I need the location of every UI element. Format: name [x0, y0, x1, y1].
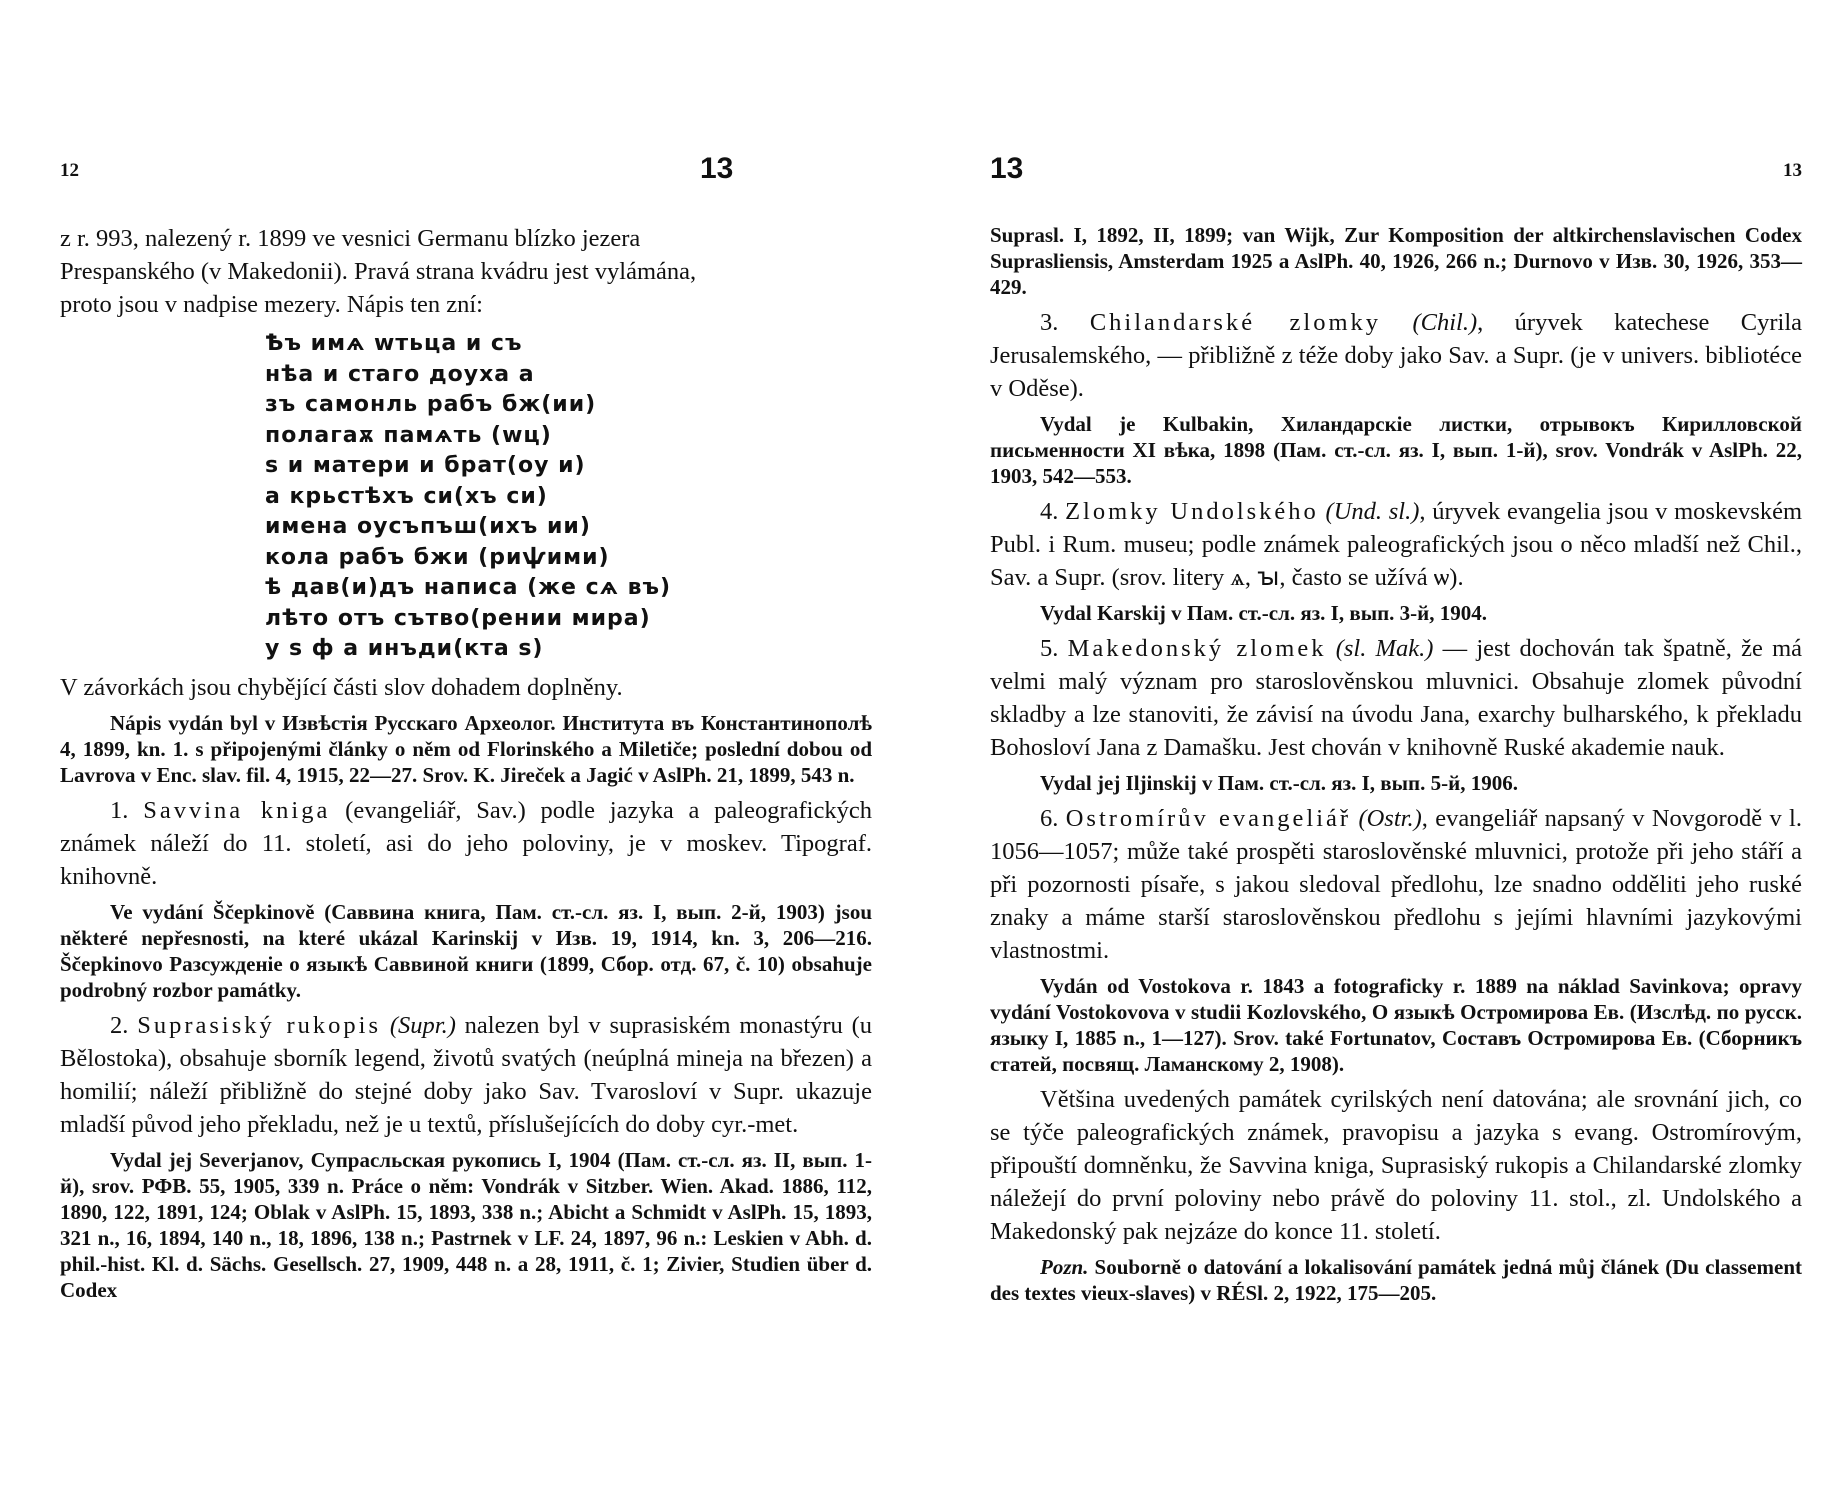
- footnote-makedonsky: Vydal jej Iljinskij v Пам. ст.-сл. яз. I, вып. 5-й, 1906.: [1040, 771, 1518, 795]
- item-text: — jest dochován tak špatně, že má velmi malý význam pro staroslověnskou mluvnici. Obsahuje zlomek původní skladby a lze stanoviti, že závisí na úvodu Jana, exarchy bulharského, k překladu Bohosloví Jana z Damašku. Jest chován v knihovně Ruské akademie nauk.: [990, 635, 1802, 761]
- footnote-suprasl: Vydal jej Severjanov, Супрасльская рукопись I, 1904 (Пам. ст.-сл. яз. II, вып. 1-й), srov. РФВ. 55, 1905, 339 n. Práce o něm: Vondrák v Sitzber. Wien. Akad. 1886, 112, 1890, 122, 1891, 124; Oblak v AslPh. 15, 1893, 338 n.; Abicht a Schmidt v AslPh. 15, 1893, 321 n., 16, 1894, 140 n., 18, 1896, 138 n.; Pastrnek v LF. 24, 1897, 96 n.: Leskien v Abh. d. phil.-hist. Kl. d. Sächs. Gesellsch. 27, 1909, 448 n. a 28, 1911, č. 1; Zivier, Studien über d. Codex: [60, 1147, 872, 1302]
- item-ostromir: [990, 802, 1802, 967]
- item-number: 4.: [1040, 498, 1059, 525]
- page-number-left-small: 12: [60, 160, 79, 181]
- inscription-line: зъ самонль рабъ бж(ии): [265, 392, 597, 417]
- inscription-line: а крьстѣхъ си(хъ си): [265, 483, 548, 509]
- inscription-line: лѣто отъ сътво(рении мира): [265, 605, 651, 631]
- summary-paragraph: Většina uvedených památek cyrilských není datována; ale srovnání jich, co se týče paleografických známek, pravopisu a jazyka s evang. Ostromírovým, připouští domněnku, že Savvina kniga, Suprasiský rukopis a Chilandarské zlomky náležejí do první poloviny nebo právě do poloviny 11. stol., zl. Undolského a Makedonský pak nejzáze do konce 11. století.: [990, 1086, 1802, 1245]
- item-number: 5.: [1040, 635, 1059, 662]
- item-suprasl: [60, 1009, 872, 1141]
- item-number: 2.: [110, 1011, 129, 1039]
- right-page: [990, 0, 1802, 1500]
- footnote-suprasl-continued: Suprasl. I, 1892, II, 1899; van Wijk, Zur Komposition der altkirchenslavischen Codex Suprasliensis, Amsterdam 1925 a AslPh. 40, 1926, 266 n.; Durnovo v Изв. 30, 1926, 353—429.: [990, 223, 1802, 299]
- item-abbreviation: (Chil.): [1412, 309, 1478, 336]
- footnote-inscription: Nápis vydán byl v Извѣстія Русскаго Археолог. Института въ Константинополѣ 4, 1899, kn. 1. s připojenými články o něm od Florinského a Miletiče; poslední dobou od Lavrova v Enc. slav. fil. 4, 1915, 22—27. Srov. K. Jireček a Jagić v AslPh. 21, 1899, 543 n.: [60, 710, 872, 787]
- inscription-line: полагаѫ памѧть (wц): [265, 422, 552, 448]
- final-note-label: Pozn.: [1040, 1255, 1089, 1279]
- item-name: Chilandarské zlomky: [1089, 309, 1382, 336]
- glagolitic-inscription: [265, 329, 872, 665]
- inscription-explanation: V závorkách jsou chybějící části slov dohadem doplněny.: [60, 673, 623, 701]
- inscription-line: имена оусъпъш(ихъ ии): [265, 514, 591, 539]
- footnote-chilandar: Vydal je Kulbakin, Хиландарскіе листки, отрывокъ Кирилловской письменности XI вѣка, 1898 (Пам. ст.-сл. яз. I, вып. 1-й), srov. Vondrák v AslPh. 22, 1903, 542—553.: [990, 412, 1802, 488]
- inscription-line: нѣа и стаго доуха а: [265, 361, 535, 387]
- inscription-line: у ѕ ф а инъди(кта ѕ): [265, 636, 544, 661]
- item-name: Savvina kniga: [143, 796, 331, 824]
- item-number: 3.: [1040, 309, 1059, 336]
- inscription-line: ѕ и матери и брат(оу и): [265, 453, 586, 478]
- footnote-savvina: Ve vydání Ščepkinově (Саввина книга, Пам. ст.-сл. яз. I, вып. 2-й, 1903) jsou některé nepřesnosti, na které ukázal Karinskij v Изв. 19, 1914, kn. 3, 206—216. Ščepkinovo Разсужденіе о языкѣ Саввиной книги (1899, Сбор. отд. 67, č. 10) obsahuje podrobný rozbor památky.: [60, 899, 872, 1002]
- inscription-line: ѣ дав(и)дъ написа (же сѧ въ): [265, 575, 672, 600]
- item-abbreviation: (Supr.): [389, 1011, 456, 1039]
- final-note-text: Souborně o datování a lokalisování památek jedná můj článek (Du classement des textes vieux-slaves) v RÉSl. 2, 1922, 175—205.: [990, 1255, 1802, 1305]
- final-note: [990, 1254, 1802, 1306]
- item-chilandar: [990, 306, 1802, 405]
- item-savvina: [60, 794, 872, 893]
- item-text: nalezen byl v suprasiském monastýru (u Bělostoka), obsahuje sborník legend, životů svatých (neúplná mineja na březen) a homilií; náleží přibližně do stejné doby jako Sav. Tvarosloví v Supr. ukazuje mladší původ jeho překladu, než je u textů, příslušejících do doby cyr.-met.: [60, 1011, 873, 1138]
- item-text: , úryvek katechese Cyrila Jerusalemského, — přibližně z téže doby jako Sav. a Supr. (je v univers. bibliotéce v Oděse).: [990, 309, 1803, 402]
- left-column-text: [60, 222, 872, 1303]
- item-number: 1.: [110, 796, 129, 824]
- page-number-right-large: 13: [990, 152, 1024, 185]
- intro-line: Prespanského (v Makedonii). Pravá strana kvádru jest vylámána,: [60, 258, 697, 285]
- item-name: Zlomky Undolského: [1065, 498, 1319, 525]
- page-number-left-large: 13: [700, 152, 734, 185]
- item-abbreviation: (sl. Mak.): [1335, 635, 1434, 662]
- item-abbreviation: (Ostr.): [1358, 805, 1422, 832]
- item-text: , evangeliář napsaný v Novgorodě v l. 1056—1057; může také prospěti staroslověnské mluvnici, protože při jeho stáří a při pozornosti písaře, s jakou sledoval předlohu, lze snadno odděliti jeho ruské znaky a máme starší staroslověnskou předlohu s jejími hlavními jazykovými vlastnostmi.: [990, 805, 1802, 964]
- item-name: Makedonský zlomek: [1067, 635, 1327, 662]
- inscription-line: кола рабъ бжи (риѱими): [265, 544, 610, 570]
- right-column-text: [990, 222, 1802, 1306]
- page-number-right-small: 13: [1783, 160, 1802, 181]
- item-text: (evangeliář, Sav.) podle jazyka a paleografických známek náleží do 11. století, asi do jeho poloviny, je v moskev. Tipograf. knihovně.: [60, 796, 872, 890]
- intro-line: proto jsou v nadpise mezery. Nápis ten zní:: [60, 291, 483, 318]
- footnote-ostromir: Vydán od Vostokova r. 1843 a fotograficky r. 1889 na náklad Savinkova; opravy vydání Vostokovova v studii Kozlovského, O языкѣ Остромирова Ев. (Изслѣд. по русск. языку I, 1885 n., 1—127). Srov. také Fortunatov, Составъ Остромирова Ев. (Сборникъ статей, посвящ. Ламанскому 2, 1908).: [990, 974, 1802, 1076]
- inscription-line: Ѣъ имѧ wтьца и съ: [265, 331, 523, 356]
- item-name: Suprasiský rukopis: [137, 1011, 382, 1039]
- item-name: Ostromírův evangeliář: [1065, 805, 1352, 832]
- intro-line: z r. 993, nalezený r. 1899 ve vesnici Germanu blízko jezera: [60, 225, 641, 252]
- item-text: , úryvek evangelia jsou v moskevském Publ. i Rum. museu; podle známek paleografických jsou o něco mladší než Chil., Sav. a Supr. (srov. litery ѧ, ꙑ, často se užívá ѡ).: [990, 498, 1802, 591]
- item-undolsky: [990, 495, 1802, 594]
- item-number: 6.: [1040, 805, 1059, 832]
- item-makedonsky: [990, 632, 1802, 764]
- left-page: [60, 0, 872, 1500]
- footnote-undolsky: Vydal Karskij v Пам. ст.-сл. яз. I, вып. 3-й, 1904.: [1040, 601, 1488, 625]
- item-abbreviation: (Und. sl.): [1325, 498, 1420, 525]
